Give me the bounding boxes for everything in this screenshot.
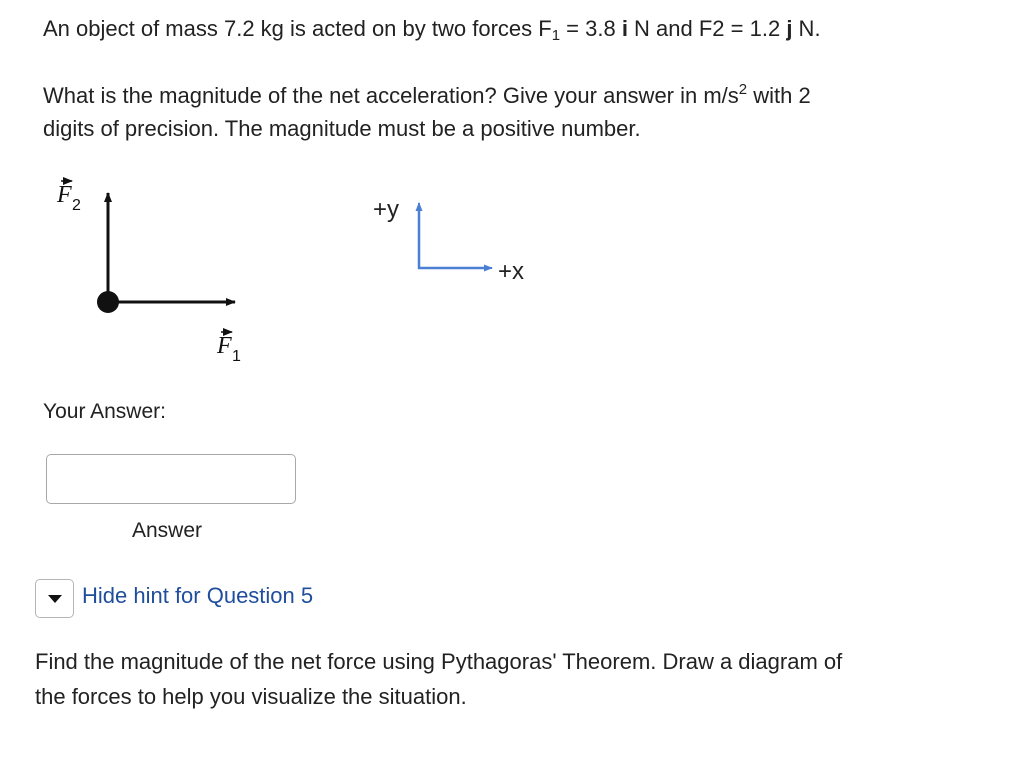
f1-label: F — [217, 333, 232, 359]
f2-label: F — [57, 182, 72, 208]
question-line1-suffix: N. — [792, 16, 821, 41]
question-line2-suffix: with 2 — [747, 83, 811, 108]
object-point — [97, 291, 119, 313]
question-line1-prefix: An object of mass 7.2 kg is acted on by two forces F — [43, 16, 552, 41]
units-superscript: 2 — [738, 81, 748, 98]
question-text-line3: digits of precision. The magnitude must be a positive number. — [43, 116, 641, 141]
f1-subscript: 1 — [551, 27, 561, 44]
question-line1-mid: N and F2 = 1.2 — [627, 16, 787, 41]
unit-vector-j: j — [786, 16, 793, 41]
unit-vector-i: i — [621, 16, 628, 41]
plus-x-label: +x — [498, 258, 525, 285]
question-line2-prefix: What is the magnitude of the net acceleration? Give your answer in m/s — [43, 83, 739, 108]
your-answer-label: Your Answer: — [43, 400, 166, 423]
hide-hint-link[interactable]: Hide hint for Question 5 — [82, 583, 314, 608]
plus-y-label: +y — [373, 196, 400, 223]
question-line1-f1-value: = 3.8 — [560, 16, 622, 41]
axes-corner — [419, 209, 485, 268]
f2-label-subscript: 2 — [72, 197, 81, 214]
f1-label-subscript: 1 — [232, 348, 241, 365]
caret-down-icon — [47, 594, 63, 604]
hint-text-line1: Find the magnitude of the net force using Pythagoras' Theorem. Draw a diagram of — [35, 649, 843, 674]
hint-text-line2: the forces to help you visualize the situation. — [35, 684, 467, 709]
hint-toggle-button[interactable] — [35, 579, 74, 618]
answer-input[interactable] — [46, 454, 296, 504]
answer-caption: Answer — [132, 519, 203, 542]
